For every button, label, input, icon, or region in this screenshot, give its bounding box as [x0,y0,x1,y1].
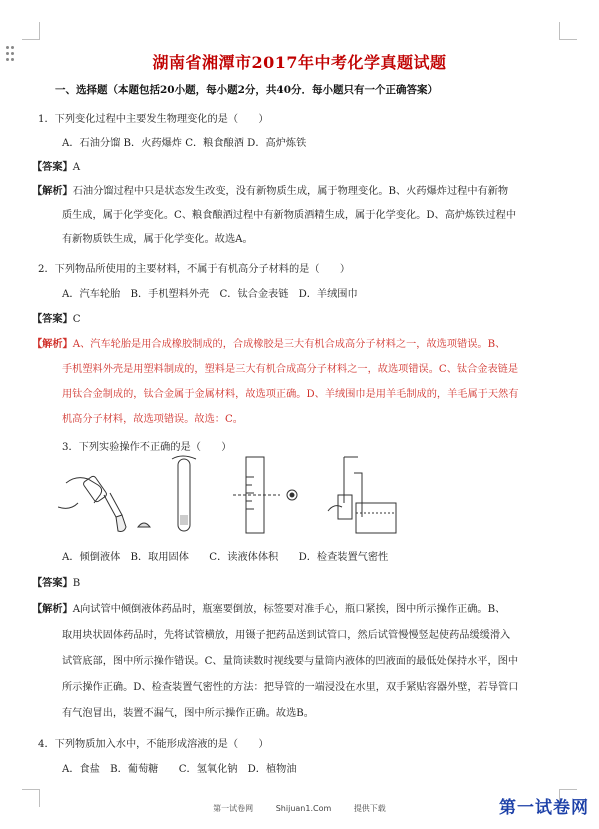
analysis-tag: 【解析】 [32,603,73,615]
analysis-tag: 【解析】 [32,338,73,350]
analysis-text: 石油分馏过程中只是状态发生改变，没有新物质生成，属于物理变化。B、火药爆炸过程中有新物 [72,186,509,197]
question-1-answer [32,158,80,173]
pouring-liquid-illustration [58,475,126,531]
question-3-analysis-line-5: 有气泡冒出，装置不漏气，图中所示操作正确。故选B。 [62,708,314,719]
page-title: 湖南省湘潭市2017年中考化学真题试题 [152,53,447,72]
footer-site-name: 第一试卷网 [213,804,254,813]
question-3-analysis-line-4: 所示操作正确。D、检查装置气密性的方法：把导管的一端浸没在水里，双手紧贴容器外壁，若导管口 [62,682,519,693]
question-2-analysis-line-4: 机高分子材料，故选项错误。故选：C。 [62,414,243,425]
footer-download-note: 提供下载 [353,804,386,813]
analysis-text: A向试管中倾倒液体药品时，瓶塞要倒放，标签要对准手心，瓶口紧挨，图中所示操作正确。B、 [72,604,506,615]
question-3-analysis-line-2: 取用块状固体药品时，先将试管横放，用镊子把药品送到试管口，然后试管慢慢竖起使药品缓缓滑入 [62,630,511,641]
question-3-answer [32,574,80,589]
question-4-options: A．食盐 B．葡萄糖 C．氢氧化钠 D．植物油 [62,764,297,775]
answer-value: C [72,314,81,325]
question-1-analysis-line-3: 有新物质铁生成，属于化学变化。故选A。 [62,234,253,245]
crop-mark-top-left [22,22,40,40]
answer-value: A [72,162,81,173]
question-2-answer [32,310,81,325]
answer-value: B [72,578,81,589]
question-3-analysis-line-1 [32,600,505,615]
section-heading: 一、选择题（本题包括20小题，每小题2分，共40分．每小题只有一个正确答案） [55,84,439,96]
answer-tag: 【答案】 [32,313,73,325]
question-2-analysis-line-2: 手机塑料外壳是用塑料制成的，塑料是三大有机合成高分子材料之一，故选项错误。C、钛合金表链是 [62,364,519,375]
question-2-options: A．汽车轮胎 B．手机塑料外壳 C．钛合金表链 D．羊绒围巾 [62,289,358,300]
analysis-tag: 【解析】 [32,185,73,197]
answer-tag: 【答案】 [32,577,73,589]
question-3-analysis-line-3: 试管底部，图中所示操作错误。C、量筒读数时视线要与量筒内液体的凹液面的最低处保持水平，图中 [62,656,519,667]
question-2-analysis-line-3: 用钛合金制成的，钛合金属于金属材料，故选项正确。D、羊绒围巾是用羊毛制成的，羊毛属于天然有 [62,389,519,400]
crop-mark-top-right [559,22,577,40]
question-1-stem: 1．下列变化过程中主要发生物理变化的是（ ） [38,114,269,125]
analysis-text: A、汽车轮胎是用合成橡胶制成的，合成橡胶是三大有机合成高分子材料之一，故选项错误。B、 [72,339,506,350]
graduated-cylinder-illustration [233,457,297,533]
lab-operations-figure [58,455,418,537]
site-logo: 第一试卷网 [499,798,589,818]
question-4-stem: 4．下列物质加入水中，不能形成溶液的是（ ） [38,739,269,750]
question-1-analysis-line-2: 质生成，属于化学变化。C、粮食酿酒过程中有新物质酒精生成，属于化学变化。D、高炉炼铁过程中 [62,210,517,221]
question-1-options: A．石油分馏 B．火药爆炸 C．粮食酿酒 D．高炉炼铁 [62,138,307,149]
question-3-options: A．倾倒液体 B．取用固体 C．读液体体积 D．检查装置气密性 [62,552,389,563]
answer-tag: 【答案】 [32,161,73,173]
test-tube-solid-illustration [138,456,196,531]
question-2-analysis-line-1 [32,335,505,350]
footer-site-url[interactable]: Shijuan1.Com [275,804,332,813]
question-2-stem: 2．下列物品所使用的主要材料，不属于有机高分子材料的是（ ） [38,264,351,275]
question-1-analysis-line-1 [32,182,508,197]
airtightness-check-illustration [328,457,396,533]
question-3-stem: 3．下列实验操作不正确的是（ ） [62,442,232,453]
